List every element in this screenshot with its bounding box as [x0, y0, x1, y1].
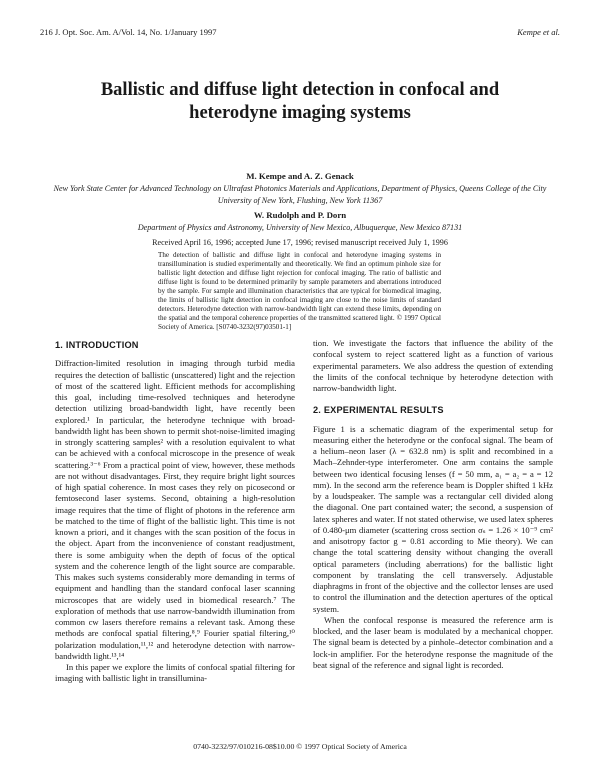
author-affiliation-1: New York State Center for Advanced Technology on Ultrafast Photonics Materials and Applications, Department of Physics, Queens College of the City University of New York, Flushing, New York 11367: [53, 184, 547, 205]
paragraph: Figure 1 is a schematic diagram of the experimental setup for measuring either the heterodyne or the confocal signal. The beam of a helium–neon laser (λ = 632.8 nm) is split and recombined in a Mach–Zehnder-type interferometer. One arm contains the sample between two identical focusing lenses (f = 50 mm, a₁ = a₂ = a = 12 mm). In the second arm the reference beam is Doppler shifted 1 kHz by a loudspeaker. The sample was a rectangular cell divided along the diagonal. One part contained water; the second, a suspension of latex spheres and water. If not stated otherwise, we used latex spheres of 0.480-μm diameter (scattering cross section σₛ = 1.26 × 10⁻⁹ cm² and anisotropy factor g = 0.81 according to Mie theory). We can change the total scattering density without changing the overall optical parameters (including aberrations) for the ballistic light component by translating the cell transversely. Adjustable diaphragms in front of the objective and the collector lenses are used to control the illumination and the detection apertures of the optical system.: [313, 423, 553, 614]
copyright-footer: 0740-3232/97/010216-08$10.00 © 1997 Optical Society of America: [193, 742, 407, 751]
author-names-1: M. Kempe and A. Z. Genack: [246, 171, 354, 181]
left-column: [55, 338, 295, 685]
paper-title: Ballistic and diffuse light detection in confocal and heterodyne imaging systems: [100, 80, 500, 123]
paragraph: tion. We investigate the factors that influence the ability of the confocal system to reject scattered light as a function of various experimental parameters. We also address the question of extending the limits of the confocal technique by heterodyne detection with narrow-bandwidth light.: [313, 338, 553, 393]
paragraph: Diffraction-limited resolution in imaging through turbid media requires the detection of ballistic (unscattered) light and the rejection of most of the scattered light. Efficient methods for accomplishing this goal, including time-resolved techniques and heterodyne detection utilizing broad-bandwidth light, have recently been explored.¹ In particular, the heterodyne technique with broad-bandwidth light has been shown to permit shot-noise-limited imaging in strongly scattering samples² with a resolution equivalent to what can be achieved with a confocal microscope in the presence of weak scattering.³⁻⁶ From a practical point of view, however, these methods are not without disadvantages. First, they require bright light sources of high spatial coherence. In most cases they rely on picosecond or femtosecond laser systems. Second, obtaining a high-resolution image requires that the time of flight of photons in the reference arm be matched to the time of flight of the ballistic light. This time is not known a priori, and it changes with the scan position of the focus in the object. Apart from the inconvenience of constant readjustment, there is some ambiguity when the depth of focus of the optical system and the coherence length of the light source are comparable. This makes such systems considerably more demanding in terms of equipment and handling than the standard confocal laser scanning microscopes that are widely used in biomedical research.⁷ The exploration of methods that use narrow-bandwidth illumination from common cw lasers therefore remains a relevant task. Among these methods are confocal spatial filtering,⁸,⁹ Fourier spatial filtering,¹⁰ polarization modulation,¹¹,¹² and heterodyne detection with narrow-bandwidth light.¹³,¹⁴: [55, 358, 295, 661]
running-header-right: Kempe et al.: [517, 27, 560, 37]
section-heading-experimental-results: 2. EXPERIMENTAL RESULTS: [313, 405, 444, 416]
right-column: [313, 338, 553, 671]
section-heading-introduction: 1. INTRODUCTION: [55, 340, 139, 350]
author-affiliation-2: Department of Physics and Astronomy, University of New Mexico, Albuquerque, New Mexico 87131: [137, 223, 463, 232]
abstract: The detection of ballistic and diffuse light in confocal and heterodyne imaging systems in transillumination is studied experimentally and theoretically. We find an optimum pinhole size for ballistic light detection and diffuse light rejection for confocal imaging. The ratio of ballistic and diffuse light is found to be determined primarily by sample parameters and aberrations introduced by the sample. For sample and illumination characteristics that are typical for biomedical imaging, the limits of ballistic light detection in confocal imaging are close to the noise limits of standard detectors. Heterodyne detection with narrow-bandwidth light can extend these limits, depending on the spatial and the temporal coherence properties of the transmitted scattered light. © 1997 Optical Society of America. [S0740-3232(97)03501-1]: [158, 251, 441, 332]
received-dates: Received April 16, 1996; accepted June 17, 1996; revised manuscript received July 1, 1996: [152, 238, 448, 247]
paragraph: When the confocal response is measured the reference arm is blocked, and the laser beam is modulated by a mechanical chopper. The signal beam is detected by a pinhole–detector combination and a lock-in amplifier. For the heterodyne response the magnitude of the beat signal of the reference and signal light is recorded.: [313, 614, 553, 670]
author-names-2: W. Rudolph and P. Dorn: [253, 210, 347, 220]
running-header-left: 216 J. Opt. Soc. Am. A/Vol. 14, No. 1/January 1997: [40, 27, 217, 37]
paragraph: In this paper we explore the limits of confocal spatial filtering for imaging with ballistic light in transillumina-: [55, 662, 295, 684]
